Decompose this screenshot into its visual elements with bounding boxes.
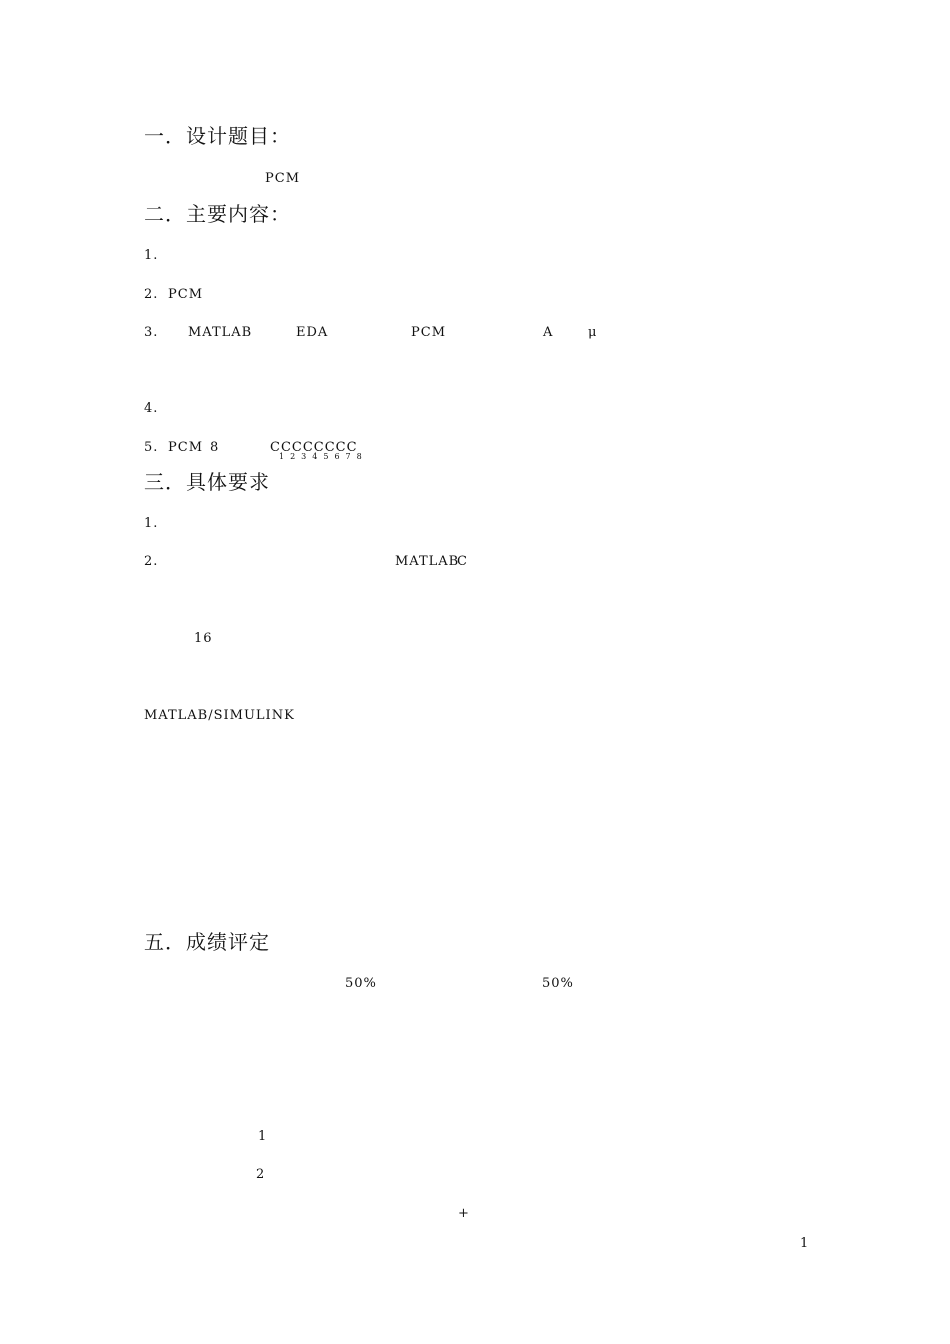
content-item-3-matlab: MATLAB (188, 325, 253, 340)
content-item-5-subscripts: 12345678 (279, 452, 368, 461)
content-item-5-pcm: PCM (168, 440, 204, 455)
content-item-2 (144, 287, 204, 302)
requirement-2-number: 2. (144, 554, 159, 569)
content-item-4: 4. (144, 401, 159, 416)
content-item-3-pcm: PCM (411, 325, 447, 340)
grading-weight-1: 50% (345, 976, 377, 991)
content-item-5-eight: 8 (210, 440, 220, 455)
content-item-3-mu-law: μ (588, 325, 598, 340)
content-item-5-codewords: CCCCCCCC (270, 440, 358, 455)
content-item-5-number: 5. (144, 440, 159, 455)
heading-design-title: 一．设计题目： (144, 124, 291, 148)
section-four-tool: MATLAB/SIMULINK (144, 708, 295, 723)
content-item-1: 1. (144, 248, 159, 263)
content-item-3-eda: EDA (296, 325, 329, 340)
heading-main-content: 二．主要内容： (144, 202, 291, 226)
content-item-3-a-law: A (543, 325, 554, 340)
requirement-2 (144, 554, 764, 569)
grading-weight-2: 50% (542, 976, 574, 991)
requirement-2-c: C (457, 554, 468, 569)
grading-plus: + (458, 1206, 470, 1221)
content-item-3-number: 3. (144, 325, 159, 340)
content-item-2-number: 2. (144, 287, 159, 302)
content-item-2-pcm: PCM (168, 287, 204, 302)
page-number: 1 (800, 1236, 809, 1251)
design-title-pcm: PCM (265, 171, 301, 186)
requirement-1: 1. (144, 516, 159, 531)
grading-item-2: 2 (256, 1167, 266, 1182)
content-item-5 (144, 440, 544, 464)
grading-item-1: 1 (258, 1129, 268, 1144)
heading-grading: 五．成绩评定 (144, 930, 270, 954)
content-item-3 (144, 325, 764, 340)
heading-requirements: 三．具体要求 (144, 470, 270, 494)
requirement-2-matlab: MATLAB (395, 554, 460, 569)
section-four-sixteen: 16 (194, 631, 213, 646)
